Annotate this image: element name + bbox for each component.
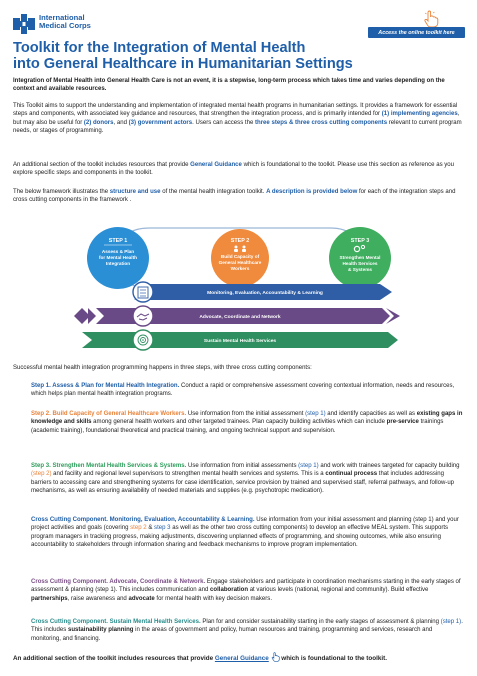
- intro-statement: Integration of Mental Health into General Health Care is not an event, it is a stepwise, long-term process which takes time and varies depending on the context and available resources.: [13, 78, 445, 93]
- step3-text-b: and work with trainees targeted for capacity building: [318, 463, 460, 469]
- step2-bold-gaps: existing gaps in knowledge and skills: [31, 411, 463, 426]
- cc-advocate-bold-collaboration: collaboration: [210, 587, 249, 594]
- audience-government-actors: (3) government actors: [128, 119, 193, 126]
- structure-use-highlight: structure and use: [109, 189, 161, 195]
- cc-meal-ref-step2: step 2: [130, 525, 147, 532]
- general-guidance-highlight: General Guidance: [190, 162, 242, 168]
- cc-meal-heading: Cross Cutting Component. Monitoring, Evaluation, Accountability & Learning.: [31, 517, 255, 523]
- step2-line3: Workers: [230, 266, 250, 271]
- para2-text-a: An additional section of the toolkit includes resources that provide: [13, 162, 191, 168]
- framework-diagram: [0, 216, 477, 356]
- toolkit-purpose-paragraph: [13, 102, 465, 136]
- title-line-1: Toolkit for the Integration of Mental Health: [13, 40, 306, 56]
- step2-line1: Build Capacity of: [220, 254, 260, 259]
- cc-meal-text-b: &: [146, 525, 155, 532]
- step3-ref-step1: (step 1): [298, 463, 319, 469]
- step2-text-c: among general health workers and other targeted trainees. Plan capacity building activities which can include: [91, 419, 387, 426]
- cc-sustain-ref-step1: (step 1): [440, 619, 462, 625]
- footer-text-a: An additional section of the toolkit includes resources that provide: [13, 655, 215, 662]
- footer-text-b: which is foundational to the toolkit.: [281, 655, 387, 662]
- cc-sustain-bold-planning: sustainability planning: [67, 627, 134, 634]
- step1-heading: Step 1. Assess & Plan for Mental Health Integration.: [31, 383, 180, 389]
- general-guidance-link[interactable]: General Guidance: [214, 655, 269, 662]
- step3-text-d: that includes addressing barriers to accessing care and strengthening systems for case identification, service provision by trained and supervised staff, referral pathways, and follow-up mechanisms, as well as ensuring availability of needed materials and supplies (e.g. psychotropic medication).: [31, 471, 455, 495]
- step1-circle[interactable]: [87, 227, 149, 289]
- step1-title: STEP 1: [108, 238, 128, 244]
- step2-bold-preservice: pre-service: [386, 419, 419, 426]
- title-line-2: into General Healthcare in Humanitarian Settings: [13, 56, 353, 72]
- cc-meal-text-c: as well as the other two cross cutting components) to develop an effective MEAL system. This supports program managers in tracking progress, making adjustments, discovering unplanned effects of programming, and showing outcomes, while also ensuring accountability to stakeholders through information sharing and feedback mechanisms to improve program implementation.: [31, 525, 449, 549]
- cc-advocate-text-b: at various levels (national, regional and community). Build effective: [248, 587, 429, 594]
- para3-text-e: for each of the integration steps and cross cutting components in the framework .: [13, 189, 456, 204]
- meal-band-label: Monitoring, Evaluation, Accountability & Learning: [207, 291, 323, 296]
- step1-line2: for Mental Health: [98, 255, 138, 260]
- step1-description: [31, 382, 463, 399]
- cc-advocate-heading: Cross Cutting Component. Advocate, Coordinate & Network.: [31, 579, 206, 585]
- step3-description: [31, 462, 463, 496]
- step1-line3: Integration: [105, 261, 131, 266]
- description-below-highlight: A description is provided below: [266, 189, 358, 195]
- org-name-line1: International: [39, 13, 85, 22]
- para1-text-g: . Users can access the: [192, 119, 255, 126]
- audience-donors: (2) donors: [83, 119, 114, 126]
- cc-advocate-bold-partnerships: partnerships: [31, 595, 68, 602]
- step3-text-c: and facility and regional level supervisors to strengthen mental health services and systems. This is a: [51, 471, 326, 478]
- general-guidance-paragraph: [13, 161, 465, 178]
- cc-meal-ref-step3: step 3: [154, 525, 171, 532]
- para2-text-c: which is foundational to the toolkit. Please use this section as reference as you explore specific steps and components in the toolkit.: [13, 162, 455, 177]
- step2-circle[interactable]: [211, 229, 269, 287]
- step1-line1: Assess & Plan: [101, 249, 135, 254]
- cc-advocate-bold-advocate: advocate: [128, 595, 155, 602]
- para3-text-a: The below framework illustrates the: [13, 189, 110, 195]
- step3-title: STEP 3: [350, 238, 370, 244]
- step2-text-d: trainings (academic training), foundational theoretical and practical training, and ongoing technical support and supervision.: [31, 419, 444, 434]
- step2-description: [31, 410, 463, 435]
- online-toolkit-button[interactable]: Access the online toolkit here: [368, 27, 465, 38]
- para1-text-c: , but may also be useful for: [13, 111, 460, 126]
- step2-text-b: and identify capacities as well as: [325, 411, 417, 417]
- step3-circle[interactable]: [329, 227, 391, 289]
- cc-sustain-heading: Cross Cutting Component. Sustain Mental Health Services.: [31, 619, 201, 625]
- hand-pointer-icon[interactable]: [271, 652, 280, 662]
- step2-text-a: Use information from the initial assessment: [186, 411, 306, 417]
- page-title: [13, 40, 463, 72]
- cc-sustain-text-a: Plan for and consider sustainability starting in the early stages of assessment & planning: [200, 619, 441, 625]
- step3-bold-continual: continual process: [325, 471, 378, 478]
- advocate-band-label: Advocate, Coordinate and Network: [199, 315, 281, 320]
- cc-sustain-text-b: . This includes: [31, 619, 463, 634]
- cc-meal-description: [31, 516, 463, 550]
- step2-title: STEP 2: [230, 238, 250, 244]
- cc-sustain-text-c: in the areas of government and policy, human resources and training, programming and services, research and monitoring, and financing.: [31, 627, 433, 642]
- para3-text-c: of the mental health integration toolkit.: [160, 189, 267, 195]
- step3-heading: Step 3. Strengthen Mental Health Services & Systems.: [31, 463, 187, 469]
- step2-line2: General Healthcare: [218, 260, 262, 265]
- step3-text-a: Use information from initial assessments: [186, 463, 299, 469]
- para1-text-e: , and: [113, 119, 129, 126]
- footer-note: [13, 652, 468, 662]
- framework-paragraph: [13, 188, 465, 205]
- cc-sustain-description: [31, 618, 463, 643]
- advocate-band[interactable]: [74, 306, 400, 326]
- step3-line1: Strengthen Mental: [339, 255, 381, 260]
- step2-ref-step1: (step 1): [305, 411, 326, 417]
- org-logo[interactable]: [13, 14, 91, 34]
- cc-advocate-text-c: , raise awareness and: [67, 595, 129, 602]
- step3-line2: Health Services: [342, 261, 378, 266]
- para1-text-a: This Toolkit aims to support the understanding and implementation of integrated mental health programs in humanitarian settings. It provides a framework for essential steps and components, with associated key guidance and resources, that strengthen the integration process, and is primarily intended for: [13, 103, 458, 118]
- cc-advocate-text-d: for mental health with key decision makers.: [154, 595, 272, 602]
- audience-implementing-agencies: (1) implementing agencies: [381, 111, 458, 118]
- logo-cross-icon: [13, 14, 35, 34]
- summary-line: Successful mental health integration programming happens in three steps, with three cross cutting components:: [13, 365, 312, 371]
- sustain-band[interactable]: [82, 330, 398, 350]
- step2-heading: Step 2. Build Capacity of General Healthcare Workers.: [31, 411, 187, 417]
- sustain-band-label: Sustain Mental Health Services: [203, 339, 277, 344]
- step1-body: Conduct a rapid or comprehensive assessment covering contextual information, needs and resources, which helps plan mental health integration programs.: [31, 383, 455, 398]
- para1-text-i: relevant to current program needs, or stages of programming.: [13, 119, 462, 135]
- step3-line3: & Systems: [348, 267, 372, 272]
- meal-band[interactable]: [133, 282, 392, 302]
- steps-components-highlight: three steps & three cross cutting components: [255, 119, 388, 126]
- cc-advocate-description: [31, 578, 463, 603]
- cc-meal-text-a: Use information from your initial assessment and planning (step 1) and your project activities and goals (covering: [31, 517, 459, 532]
- org-name-line2: Medical Corps: [39, 21, 91, 31]
- step3-ref-step2: (step 2): [31, 471, 52, 478]
- cc-advocate-text-a: Engage stakeholders and participate in coordination mechanisms starting in the early stages of assessment & planning (step 1). This includes communication and: [31, 579, 461, 594]
- hand-pointer-icon[interactable]: [423, 10, 439, 28]
